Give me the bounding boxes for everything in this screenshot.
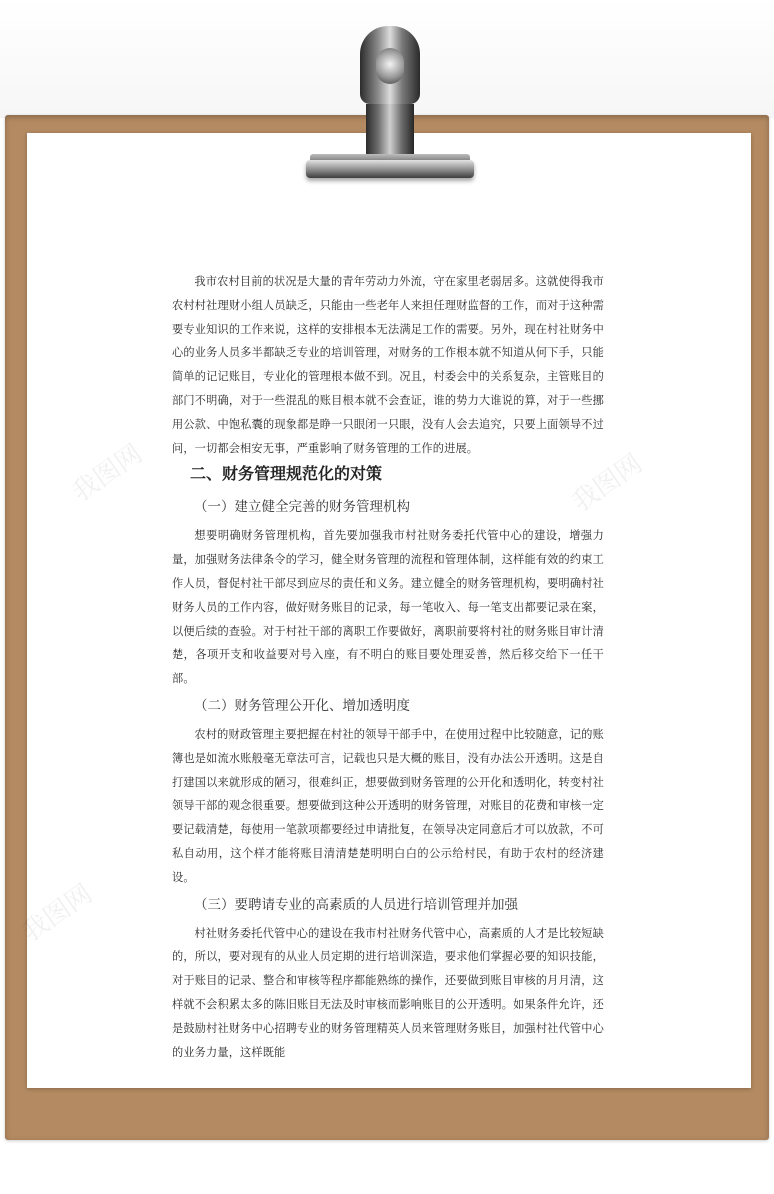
section3-paragraph: 村社财务委托代管中心的建设在我市村社财务代管中心，高素质的人才是比较短缺的，所以，要对现有的从业人员定期的进行培训深造，要求他们掌握必要的知识技能，对于账目的记录、整合和审核等程序都能熟练的操作，还要做到账目审核的月月清，这样就不会积累太多的陈旧账目无法及时审核而影响账目的公开透明。如果条件允许，还是鼓励村社财务中心招聘专业的财务管理精英人员来管理财务账目，加强村社代管中心的业务力量，这样既能 (172, 926, 604, 1059)
section2-title: （二）财务管理公开化、增加透明度 (194, 697, 410, 714)
watermark: 我图网 (66, 438, 148, 509)
section3-title: （三）要聘请专业的高素质的人员进行培训管理并加强 (194, 896, 518, 913)
section2-paragraph: 农村的财政管理主要把握在村社的领导干部手中，在使用过程中比较随意，记的账簿也是如流水账般毫无章法可言，记载也只是大概的账目，没有办法公开透明。这是自打建国以来就形成的陋习，很难纠正，想要做到财务管理的公开化和透明化，转变村社领导干部的观念很重要。想要做到这种公开透明的财务管理，对账目的花费和审核一定要记载清楚，每使用一笔款项都要经过申请批复，在领导决定同意后才可以放款，不可私自动用，这个样才能将账目清清楚楚明明白白的公示给村民，有助于农村的经济建设。 (172, 727, 604, 884)
main-heading: 二、财务管理规范化的对策 (190, 464, 383, 484)
section1-title: （一）建立健全完善的财务管理机构 (194, 499, 410, 516)
watermark: 我图网 (16, 878, 98, 949)
binder-clip-icon (300, 22, 480, 182)
intro-paragraph: 我市农村目前的状况是大量的青年劳动力外流，守在家里老弱居多。这就使得我市农村村社理财小组人员缺乏，只能由一些老年人来担任理财监督的工作，而对于这种需要专业知识的工作来说，这样的安排根本无法满足工作的需要。另外，现在村社财务中心的业务人员多半都缺乏专业的培训管理，对财务的工作根本就不知道从何下手，只能简单的记记账目，专业化的管理根本做不到。况且，村委会中的关系复杂，主管账目的部门不明确，对于一些混乱的账目根本就不会查证，谁的势力大谁说的算，对于一些挪用公款、中饱私囊的现象都是睁一只眼闭一只眼，没有人会去追究，只要上面领导不过问，一切都会相安无事，严重影响了财务管理的工作的进展。 (172, 275, 604, 455)
watermark: 我图网 (566, 448, 648, 519)
section1-paragraph: 想要明确财务管理机构，首先要加强我市村社财务委托代管中心的建设，增强力量，加强财务法律条令的学习，健全财务管理的流程和管理体制，这样能有效的约束工作人员，督促村社干部尽到应尽的责任和义务。建立健全的财务管理机构，要明确村社财务人员的工作内容，做好财务账目的记录，每一笔收入、每一笔支出都要记录在案，以便后续的查验。对于村社干部的离职工作要做好，离职前要将村社的财务账目审计清楚，各项开支和收益要对号入座，有不明白的账目要处理妥善，然后移交给下一任干部。 (172, 529, 604, 686)
document-body (172, 270, 604, 1064)
